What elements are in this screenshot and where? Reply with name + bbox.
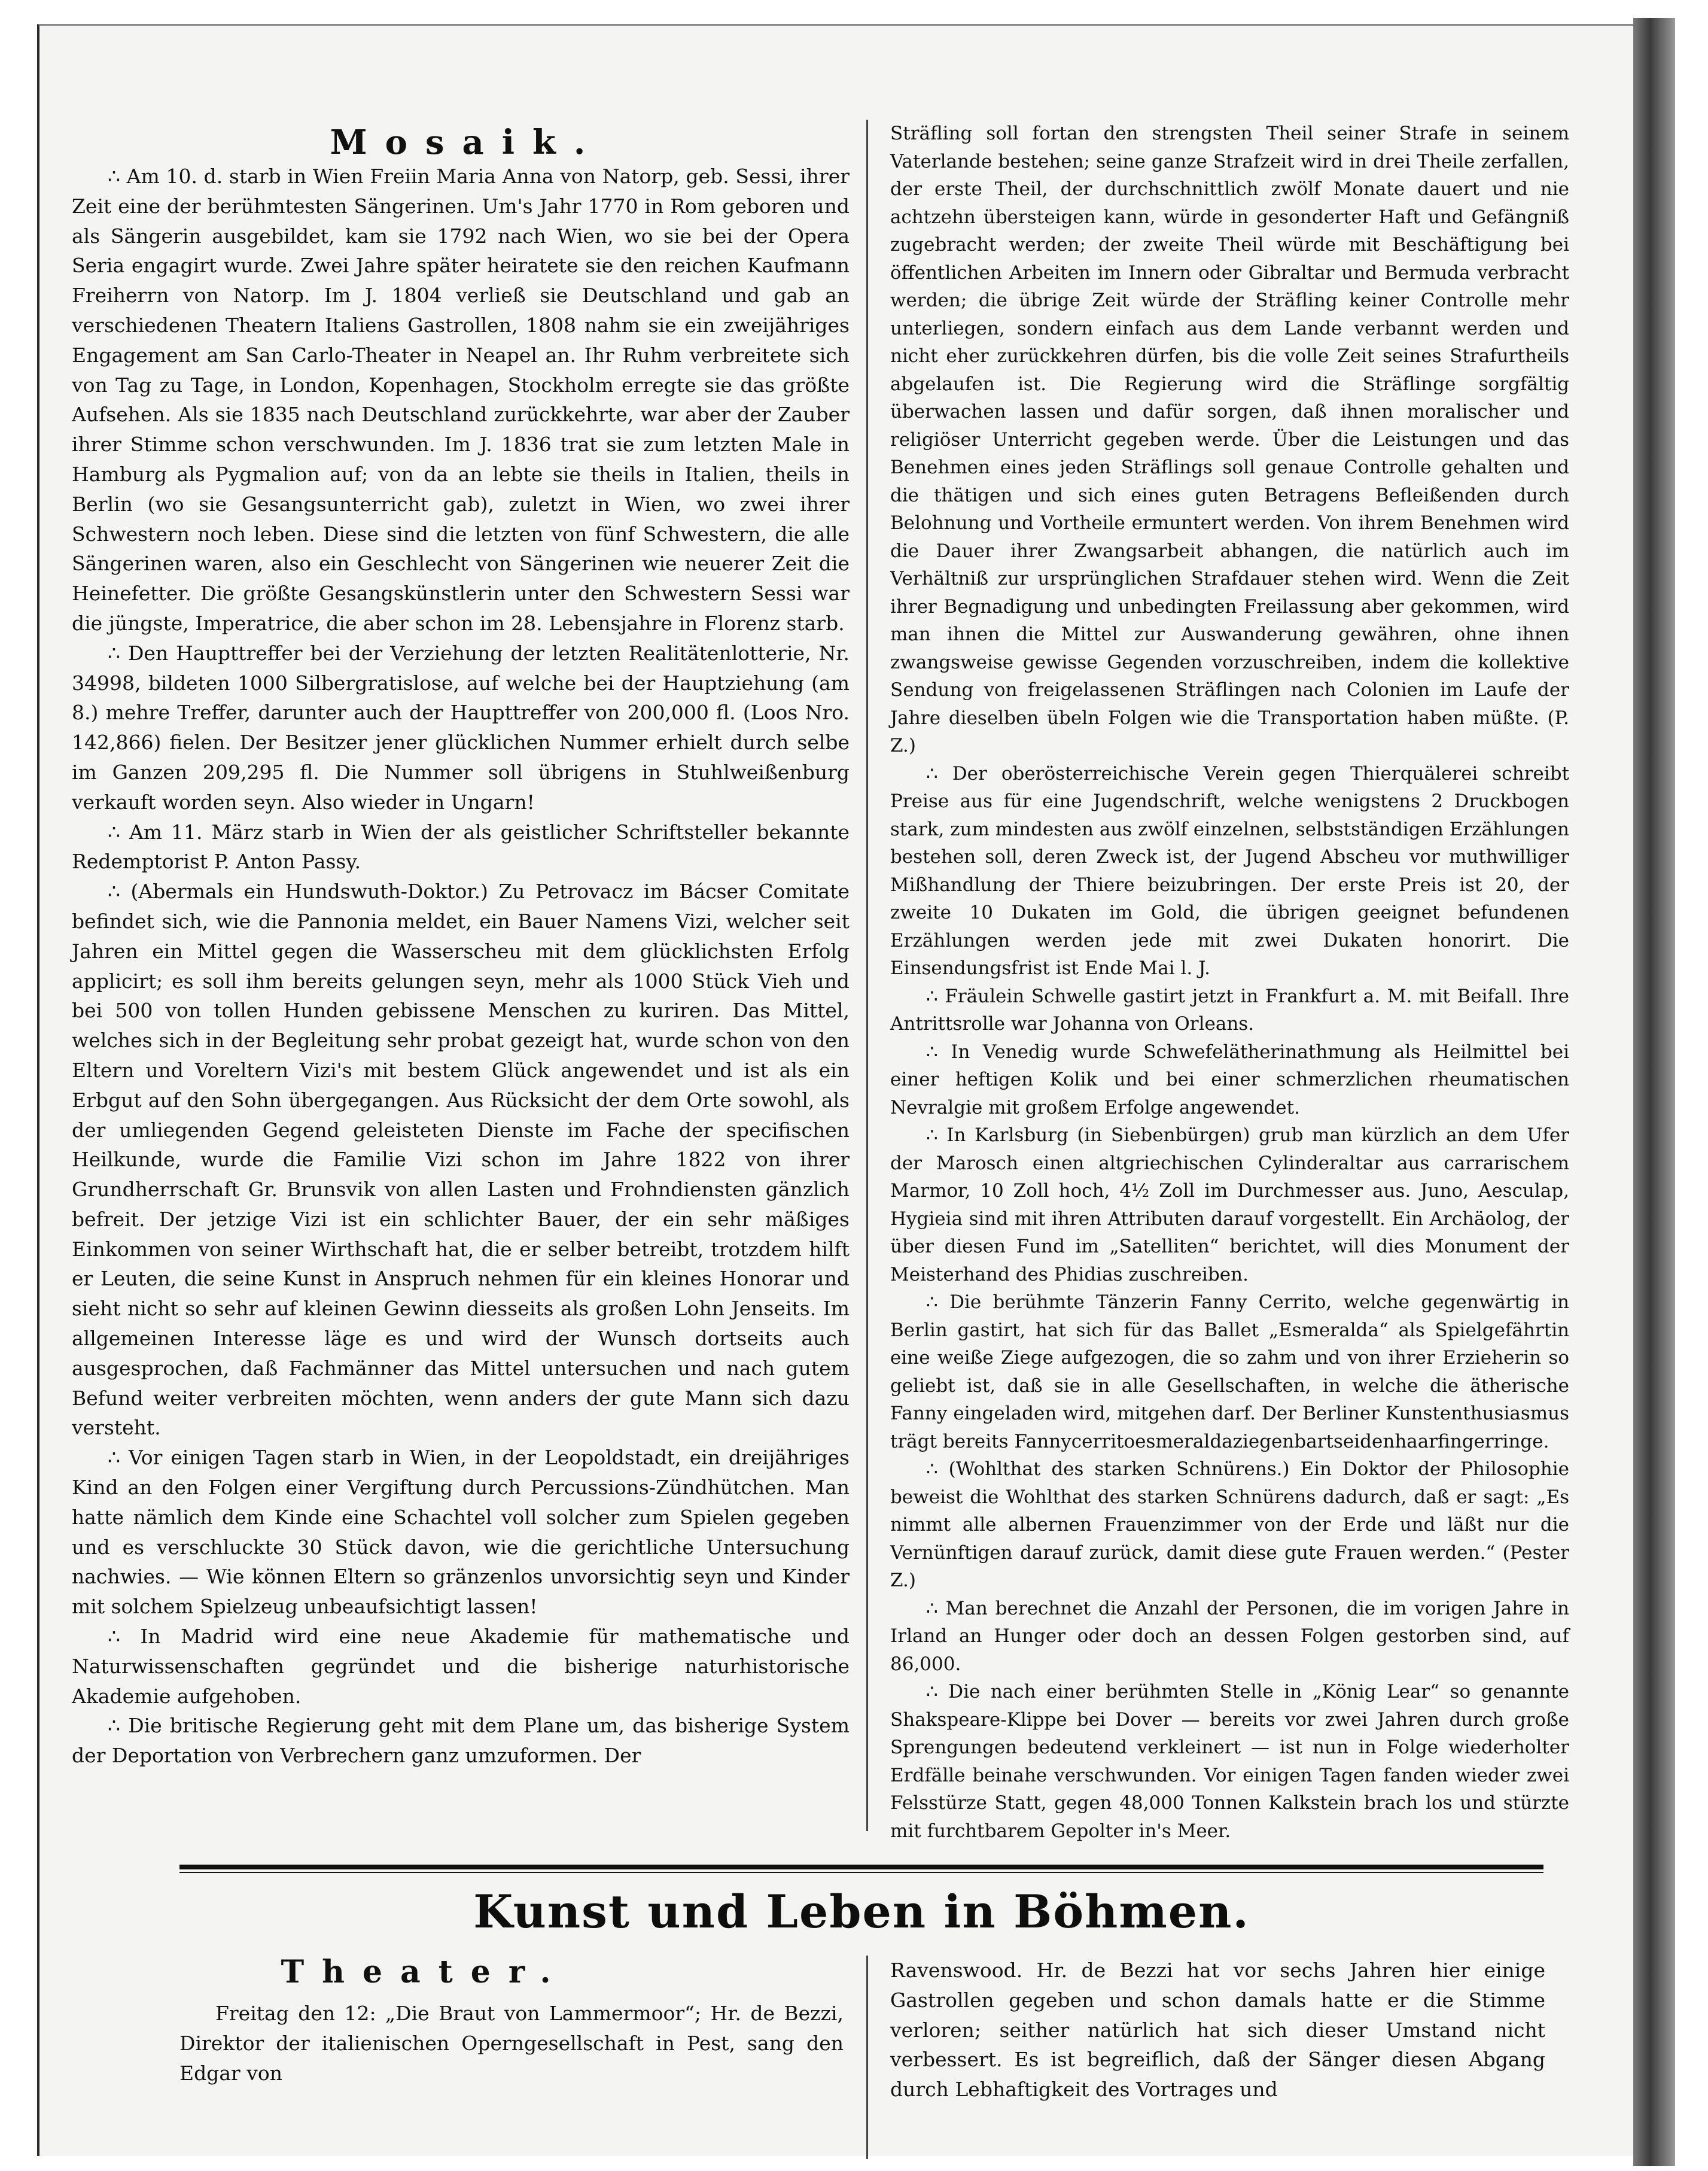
- article-deportation-start: ∴ Die britische Regierung geht mit dem Plane um, das bisherige System der Deportation von Verbrechern ganz umzuformen. Der: [72, 1714, 850, 1768]
- article-venedig: ∴ In Venedig wurde Schwefelätherinathmung als Heilmittel bei einer heftigen Kolik und bei einer schmerzlichen rheumatischen Nevralgie mit großem Erfolge angewendet.: [890, 1041, 1569, 1118]
- mosaik-heading: Mosaik.: [330, 123, 604, 162]
- article-shakspeare: ∴ Die nach einer berühmten Stelle in „König Lear“ so genannte Shakspeare-Klippe bei Dover — bereits vor zwei Jahren durch große Sprengungen bedeutend verkleinert — ist nun in Folge wiederholter Erdfälle beinahe verschwunden. Vor einigen Tagen fanden wieder zwei Felsstürze Statt, gegen 48,000 Tonnen Kalkstein brach los und stürzte mit furchtbarem Gepolter in's Meer.: [890, 1681, 1569, 1842]
- left-column: [72, 162, 850, 1771]
- article-madrid: ∴ In Madrid wird eine neue Akademie für mathematische und Naturwissenschaften gegründet und die bisherige naturhistorische Akademie aufgehoben.: [72, 1625, 850, 1708]
- article-hundswuth: ∴ (Abermals ein Hundswuth-Doktor.) Zu Petrovacz im Bácser Comitate befindet sich, wie die Pannonia meldet, ein Bauer Namens Vizi, welcher seit Jahren ein Mittel gegen die Wasserscheu mit dem glücklichsten Erfolg applicirt; es soll ihm bereits gelungen seyn, mehr als 1000 Stück Vieh und bei 500 von tollen Hunden gebissene Menschen zu kuriren. Das Mittel, welches sich in der Begleitung sehr probat gezeigt hat, wurde schon von den Eltern und Voreltern Vizi's mit bestem Glück angewendet und ist als ein Erbgut auf den Sohn übergegangen. Aus Rücksicht der dem Orte sowohl, als der umliegenden Gegend geleisteten Dienste im Fache der specifischen Heilkunde, wurde die Familie Vizi schon im Jahre 1822 von ihrer Grundherrschaft Gr. Brunsvik von allen Lasten und Frohndiensten gänzlich befreit. Der jetzige Vizi ist ein schlichter Bauer, der ein sehr mäßiges Einkommen von seiner Wirthschaft hat, die er selber betreibt, trotzdem hilft er Leuten, die seine Kunst in Anspruch nehmen für ein kleines Honorar und sieht nicht so sehr auf kleinen Gewinn diesseits als großen Lohn Jenseits. Im allgemeinen Interesse läge es und wird der Wunsch dortseits auch ausgesprochen, daß Fachmänner das Mittel untersuchen und nach gutem Befund weiter verbreiten möchten, wenn anders der gute Mann sich dazu versteht.: [72, 880, 850, 1440]
- theater-left-column: [179, 1999, 844, 2088]
- article-thierquaelerei: ∴ Der oberösterreichische Verein gegen Thierquälerei schreibt Preise aus für eine Jugendschrift, welche wenigstens 2 Druckbogen stark, zum mindesten aus zwölf einzelnen, selbstständigen Erzählungen bestehen soll, deren Zweck ist, der Jugend Abscheu vor muthwilliger Mißhandlung der Thiere beizubringen. Der erste Preis ist 20, der zweite 10 Dukaten im Gold, die übrigen geeignet befundenen Erzählungen werden jede mit zwei Dukaten honorirt. Die Einsendungsfrist ist Ende Mai l. J.: [890, 762, 1569, 979]
- article-irland: ∴ Man berechnet die Anzahl der Personen, die im vorigen Jahre in Irland an Hunger oder doch an dessen Folgen gestorben sind, auf 86,000.: [890, 1597, 1569, 1675]
- section-title: Kunst und Leben in Böhmen.: [473, 1885, 1250, 1938]
- article-deportation-cont: Sträfling soll fortan den strengsten Theil seiner Strafe in seinem Vaterlande bestehen; seine ganze Strafzeit wird in drei Theile zerfallen, der erste Theil, der durchschnittlich zwölf Monate dauert und nie achtzehn übersteigen kann, würde in gesonderter Haft und Gefängniß zugebracht werden; der zweite Theil würde mit Beschäftigung bei öffentlichen Arbeiten im Innern oder Gibraltar und Bermuda verbracht werden; die übrige Zeit würde der Sträfling keiner Controlle mehr unterliegen, sondern einfach aus dem Lande verbannt werden und nicht eher zurückkehren dürfen, bis die volle Zeit seines Strafurtheils abgelaufen ist. Die Regierung wird die Sträflinge sorgfältig überwachen lassen und dafür sorgen, daß ihnen moralischer und religiöser Unterricht gegeben werde. Über die Leistungen und das Benehmen eines jeden Sträflings soll genaue Controlle gehalten und die thätigen und sich eines guten Betragens Befleißenden durch Belohnung und Vortheile ermuntert werden. Von ihrem Benehmen wird die Dauer ihrer Zwangsarbeit abhangen, die natürlich auch im Verhältniß zur ursprünglichen Strafdauer stehen wird. Wenn die Zeit ihrer Begnadigung und unbedingten Freilassung aber gekommen, wird man ihnen die Mittel zur Auswanderung gewähren, ohne ihnen zwangsweise gewisse Gegenden vorzuschreiben, indem die kollektive Sendung von freigelassenen Sträflingen nach Colonien im Laufe der Jahre dieselben übeln Folgen wie die Transportation haben müßte. (P. Z.): [890, 123, 1569, 756]
- article-passy: ∴ Am 11. März starb in Wien der als geistlicher Schriftsteller bekannte Redemptorist P. Anton Passy.: [72, 820, 850, 874]
- article-schwelle: ∴ Fräulein Schwelle gastirt jetzt in Frankfurt a. M. mit Beifall. Ihre Antrittsrolle war Johanna von Orleans.: [890, 985, 1569, 1035]
- page-edge-shadow: [1633, 18, 1675, 2166]
- theater-text-right: Ravenswood. Hr. de Bezzi hat vor sechs Jahren hier einige Gastrollen gegeben und schon damals hatte er die Stimme verloren; seither natürlich hat sich dieser Umstand nicht verbessert. Es ist begreiflich, daß der Sänger diesen Abgang durch Lebhaftigkeit des Vortrages und: [890, 1959, 1545, 2102]
- right-column: [866, 120, 1569, 1845]
- article-cerrito: ∴ Die berühmte Tänzerin Fanny Cerrito, welche gegenwärtig in Berlin gastirt, hat sich für das Ballet „Esmeralda“ als Spielgefährtin eine weiße Ziege aufgezogen, die so zahm und von ihrer Erzieherin so geliebt ist, daß sie in alle Gesellschaften, in welche die ätherische Fanny eingeladen wird, mitgehen darf. Der Berliner Kunstenthusiasmus trägt bereits Fannycerritoesmeraldaziegenbartseidenhaarfingerringe.: [890, 1291, 1569, 1452]
- section-rule: [179, 1865, 1543, 1869]
- article-lottery: ∴ Den Haupttreffer bei der Verziehung der letzten Realitätenlotterie, Nr. 34998, bildeten 1000 Silbergratislose, auf welche bei der Hauptziehung (am 8.) mehre Treffer, darunter auch der Haupttreffer von 200,000 fl. (Loos Nro. 142,866) fielen. Der Besitzer jener glücklichen Nummer erhielt durch selbe im Ganzen 209,295 fl. Die Nummer soll übrigens in Stuhlweißenburg verkauft worden seyn. Also wieder in Ungarn!: [72, 641, 850, 814]
- article-vergiftung: ∴ Vor einigen Tagen starb in Wien, in der Leopoldstadt, ein dreijähriges Kind an den Folgen einer Vergiftung durch Percussions-Zündhütchen. Man hatte nämlich dem Kinde eine Schachtel voll solcher zum Spielen gegeben und es verschluckte 30 Stück davon, wie die gerichtliche Untersuchung nachwies. — Wie können Eltern so gränzenlos unvorsichtig seyn und Kinder mit solchem Spielzeug unbeaufsichtigt lassen!: [72, 1446, 850, 1619]
- theater-right-column: [890, 1956, 1545, 2105]
- article-schnueren: ∴ (Wohlthat des starken Schnürens.) Ein Doktor der Philosophie beweist die Wohlthat des starken Schnürens dadurch, daß er sagt: „Es nimmt alle albernen Frauenzimmer von der Erde und läßt nur die Vernünftigen darauf zurück, damit diese gute Frauen werden.“ (Pester Z.): [890, 1458, 1569, 1591]
- theater-heading: Theater.: [281, 1954, 569, 1990]
- bottom-column-divider: [866, 1956, 868, 2159]
- article-karlsburg: ∴ In Karlsburg (in Siebenbürgen) grub man kürzlich an dem Ufer der Marosch einen altgriechischen Cylinderaltar aus carrarischem Marmor, 10 Zoll hoch, 4½ Zoll im Durchmesser aus. Juno, Aesculap, Hygieia sind mit ihren Attributen darauf vorgestellt. Ein Archäolog, der über diesen Fund im „Satelliten“ berichtet, will dies Monument der Meisterhand des Phidias zuschreiben.: [890, 1124, 1569, 1285]
- section-rule-thin: [179, 1872, 1543, 1873]
- theater-text-left: Freitag den 12: „Die Braut von Lammermoor“; Hr. de Bezzi, Direktor der italienischen Operngesellschaft in Pest, sang den Edgar von: [179, 2002, 844, 2085]
- article-sessi: ∴ Am 10. d. starb in Wien Freiin Maria Anna von Natorp, geb. Sessi, ihrer Zeit eine der berühmtesten Sängerinen. Um's Jahr 1770 in Rom geboren und als Sängerin ausgebildet, kam sie 1792 nach Wien, wo sie bei der Opera Seria engagirt wurde. Zwei Jahre später heiratete sie den reichen Kaufmann Freiherrn von Natorp. Im J. 1804 verließ sie Deutschland und gab an verschiedenen Theatern Italiens Gastrollen, 1808 nahm sie ein zweijähriges Engagement am San Carlo-Theater in Neapel an. Ihr Ruhm verbreitete sich von Tag zu Tage, in London, Kopenhagen, Stockholm erregte sie das größte Aufsehen. Als sie 1835 nach Deutschland zurückkehrte, war aber der Zauber ihrer Stimme schon verschwunden. Im J. 1836 trat sie zum letzten Male in Hamburg als Pygmalion auf; von da an lebte sie theils in Italien, theils in Berlin (wo sie Gesangsunterricht gab), zuletzt in Wien, wo zwei ihrer Schwestern noch leben. Diese sind die letzten von fünf Schwestern, die alle Sängerinen waren, also ein Geschlecht von Sängerinen wie neuerer Zeit die Heinefetter. Die größte Gesangskünstlerin unter den Schwestern Sessi war die jüngste, Imperatrice, die aber schon im 28. Lebensjahre in Florenz starb.: [72, 165, 850, 635]
